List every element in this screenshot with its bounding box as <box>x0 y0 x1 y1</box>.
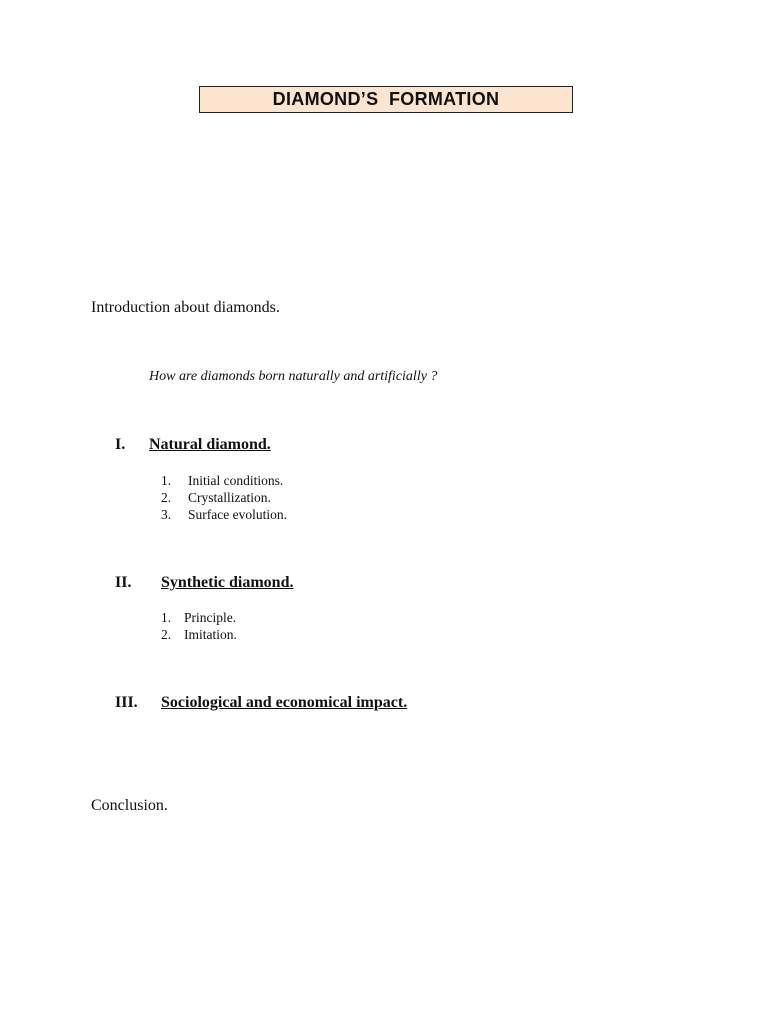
introduction-text: Introduction about diamonds. <box>91 299 280 316</box>
list-item-text: Crystallization. <box>188 490 271 505</box>
section-1-list <box>161 472 287 523</box>
list-item-text: Principle. <box>184 610 237 625</box>
conclusion-text: Conclusion. <box>91 797 168 814</box>
list-item <box>161 609 237 626</box>
list-item-number: 2. <box>161 490 172 505</box>
section-2-list <box>161 609 237 643</box>
list-item <box>161 472 287 489</box>
section-1-title: Natural diamond. <box>149 436 271 453</box>
document-title: DIAMOND’S FORMATION <box>272 89 500 109</box>
list-item-number: 2. <box>161 627 172 642</box>
list-item-text: Surface evolution. <box>188 507 287 522</box>
question-text: How are diamonds born naturally and artificially ? <box>149 369 438 384</box>
title-box <box>199 86 573 113</box>
list-item-number: 3. <box>161 507 172 522</box>
list-item-text: Initial conditions. <box>188 473 284 488</box>
section-1-numeral: I. <box>115 436 126 453</box>
list-item <box>161 506 287 523</box>
section-2-numeral: II. <box>115 574 132 591</box>
section-3-numeral: III. <box>115 694 138 711</box>
list-item <box>161 489 287 506</box>
list-item <box>161 626 237 643</box>
section-2-title: Synthetic diamond. <box>161 574 294 591</box>
section-3-title: Sociological and economical impact. <box>161 694 408 711</box>
list-item-number: 1. <box>161 610 172 625</box>
list-item-text: Imitation. <box>184 627 237 642</box>
list-item-number: 1. <box>161 473 172 488</box>
